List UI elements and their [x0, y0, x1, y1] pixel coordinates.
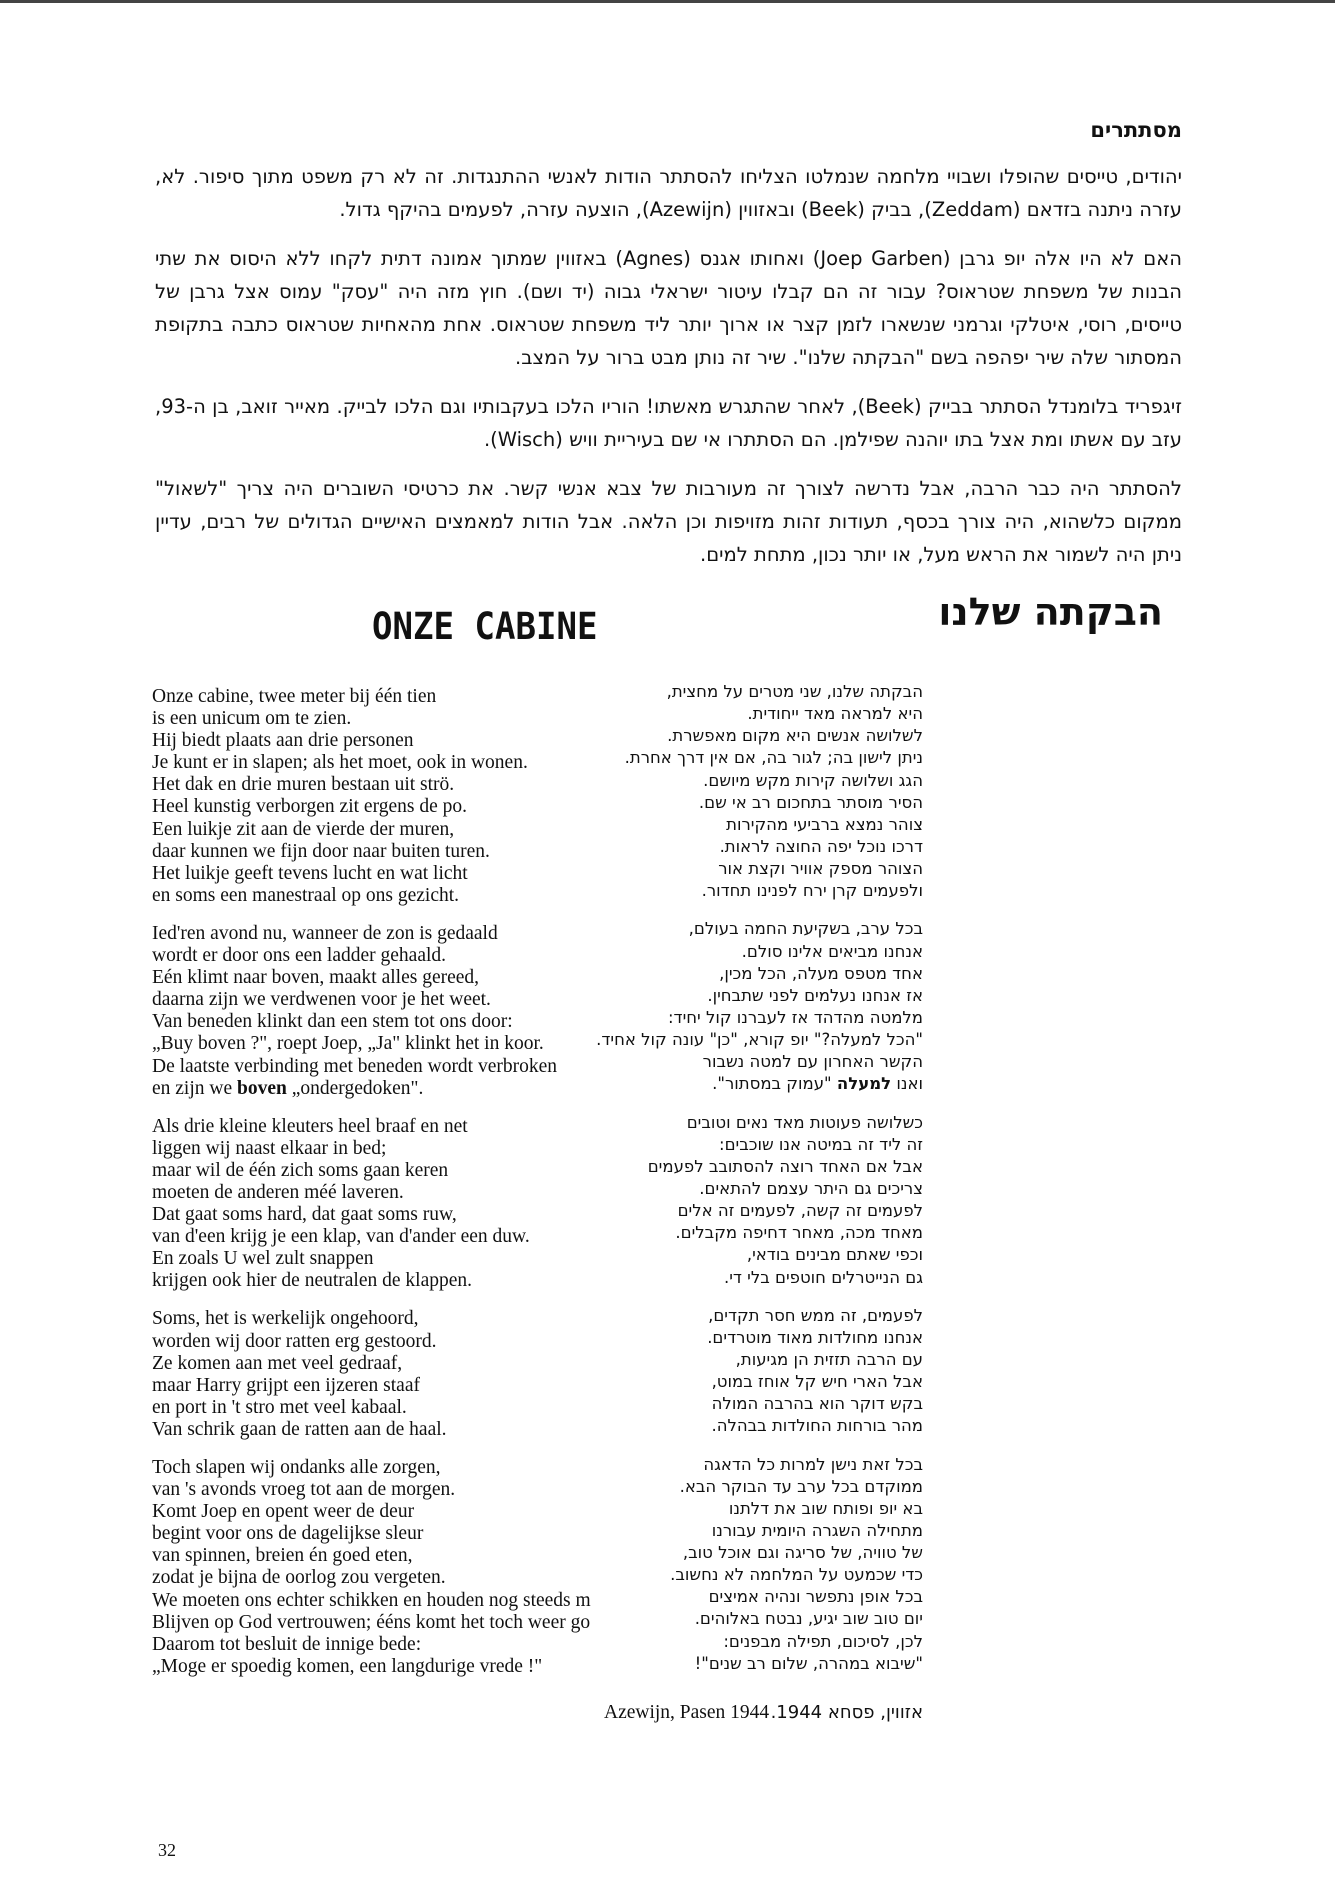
- hebrew-line: אנחנו מחולדות מאוד מוטרדים.: [707, 1327, 923, 1347]
- dutch-line: worden wij door ratten erg gestoord.: [152, 1330, 437, 1352]
- hebrew-line: אנחנו מביאים אלינו סולם.: [741, 941, 923, 961]
- hebrew-line-part: ואנו: [891, 1074, 923, 1094]
- hebrew-line: ממוקדם בכל ערב עד הבוקר הבא.: [679, 1476, 923, 1496]
- dutch-line: Van schrik gaan de ratten aan de haal.: [152, 1418, 447, 1440]
- hebrew-line: בכל זאת נישן למרות כל הדאגה: [703, 1454, 923, 1474]
- dutch-line: is een unicum om te zien.: [152, 708, 352, 730]
- hebrew-line: מאחד מכה, מאחר דחיפה מקבלים.: [675, 1223, 923, 1243]
- dutch-line: moeten de anderen méé laveren.: [152, 1181, 404, 1203]
- dutch-line: „Buy boven ?", roept Joep, „Ja" klinkt het in koor.: [152, 1033, 544, 1055]
- hebrew-line: בא יופ ופותח שוב את דלתנו: [728, 1498, 923, 1518]
- hebrew-line: אבל הארי חיש קל אוחז במוט,: [711, 1372, 923, 1392]
- dutch-line: Komt Joep en opent weer de deur: [152, 1501, 415, 1523]
- hebrew-line: מלמטה מהדהד אז לעברנו קול יחיד:: [668, 1007, 923, 1027]
- hebrew-line: אחד מטפס מעלה, הכל מכין,: [719, 963, 923, 983]
- dutch-line-part: „ondergedoken".: [286, 1077, 424, 1099]
- dutch-line: Blijven op God vertrouwen; ééns komt het toch weer go: [152, 1611, 591, 1633]
- intro-paragraph: יהודים, טייסים שהופלו ושבויי מלחמה שנמלטו הצליחו להסתתר הודות לאנשי ההתנגדות. זה לא רק משפט מתוך סיפור. לא, עזרה ניתנה בזדאם (Zeddam), בביק (Beek) ובאזווין (Azewijn), הוצעה עזרה, לפעמים בהיקף גדול.: [155, 165, 1182, 221]
- dutch-line: liggen wij naast elkaar in bed;: [152, 1137, 387, 1159]
- hebrew-line: עם הרבה תזזית הן מגיעות,: [735, 1349, 923, 1369]
- hebrew-line: בכל אופן נתפשר ונהיה אמיצים: [708, 1587, 923, 1607]
- top-border: [0, 0, 1335, 3]
- hebrew-line: מתחילה השגרה היומית עבורנו: [711, 1520, 923, 1540]
- hebrew-line: כשלושה פעוטות מאד נאים וטובים: [686, 1112, 923, 1132]
- dutch-line: Ze komen aan met veel gedraaf,: [152, 1352, 403, 1374]
- dutch-line: „Moge er spoedig komen, een langdurige vrede !": [152, 1655, 543, 1677]
- intro-paragraph: האם לא היו אלה יופ גרבן (Joep Garben) ואחותו אגנס (Agnes) באזווין שמתוך אמונה דתית לקחו ללא היסוס את שתי הבנות של משפחת שטראוס? עבור זה הם קבלו עיטור ישראלי גבוה (יד ושם). חוץ מזה היה "עסק" עמוס אצל גרבן של טייסים, רוסי, איטלקי וגרמני שנשארו לזמן קצר או ארוך יותר ליד משפחת שטראוס. אחת מהאחיות שטראוס כתבה בתקופת המסתור שלה שיר יפהפה בשם "הבקתה שלנו". שיר זה נותן מבט ברור על המצב.: [155, 247, 1182, 369]
- hebrew-line: היא למראה מאד ייחודית.: [747, 704, 923, 724]
- hebrew-stanza: [463, 1305, 923, 1438]
- hebrew-line: כדי שכמעט על המלחמה לא נחשוב.: [670, 1565, 923, 1585]
- dutch-line: Soms, het is werkelijk ongehoord,: [152, 1308, 419, 1330]
- hebrew-line: יום טוב שוב יגיע, נבטח באלוהים.: [694, 1609, 923, 1629]
- hebrew-line: ולפעמים קרן ירח לפנינו תחדור.: [701, 881, 923, 901]
- hebrew-line: של טוויה, של סריגה וגם אוכל טוב,: [682, 1543, 923, 1563]
- dutch-line: van spinnen, breien én goed eten,: [152, 1545, 413, 1567]
- dutch-line: En zoals U wel zult snappen: [152, 1248, 374, 1270]
- dutch-line: van d'een krijg je een klap, van d'ander een duw.: [152, 1226, 530, 1248]
- dutch-line: We moeten ons echter schikken en houden nog steeds m: [152, 1589, 591, 1611]
- dutch-line: Het dak en drie muren bestaan uit strö.: [152, 774, 455, 796]
- hebrew-line-part: "עמוק במסתור".: [712, 1074, 837, 1094]
- dutch-line: begint voor ons de dagelijkse sleur: [152, 1523, 424, 1545]
- hebrew-poem-place-date: אזווין, פסחא 1944.: [770, 1702, 923, 1723]
- hebrew-line: אבל אם האחד רוצה להסתובב לפעמים: [647, 1156, 923, 1176]
- hebrew-line: הגג ושלושה קירות מקש מיושם.: [703, 770, 923, 790]
- hebrew-line: צריכים גם היתר עצמם להתאים.: [699, 1178, 923, 1198]
- dutch-line: en soms een manestraal op ons gezicht.: [152, 884, 460, 906]
- hebrew-poem: [463, 681, 923, 1691]
- dutch-line: Het luikje geeft tevens lucht en wat licht: [152, 862, 468, 884]
- page-number: 32: [158, 1840, 176, 1860]
- hebrew-line: גם הנייטרלים חוטפים בלי די.: [724, 1267, 923, 1287]
- dutch-line: Dat gaat soms hard, dat gaat soms ruw,: [152, 1204, 457, 1226]
- dutch-line: zodat je bijna de oorlog zou vergeten.: [152, 1567, 446, 1589]
- dutch-line: daar kunnen we fijn door naar buiten turen.: [152, 840, 490, 862]
- dutch-line: Je kunt er in slapen; als het moet, ook in wonen.: [152, 752, 528, 774]
- dutch-line: Heel kunstig verborgen zit ergens de po.: [152, 796, 467, 818]
- hebrew-line: "הכל למעלה?" יופ קורא, "כן" עונה קול אחיד.: [596, 1030, 923, 1050]
- dutch-line: Als drie kleine kleuters heel braaf en net: [152, 1115, 468, 1137]
- section-heading: מסתתרים: [1090, 118, 1182, 142]
- hebrew-line: לפעמים זה קשה, לפעמים זה אלים: [677, 1201, 923, 1221]
- hebrew-line: אז אנחנו נעלמים לפני שתבחין.: [707, 985, 923, 1005]
- dutch-line: van 's avonds vroeg tot aan de morgen.: [152, 1479, 456, 1501]
- dutch-line: en port in 't stro met veel kabaal.: [152, 1396, 407, 1418]
- hebrew-line: דרכו נוכל יפה החוצה לראות.: [719, 836, 923, 856]
- hebrew-line: לשלושה אנשים היא מקום מאפשרת.: [667, 726, 923, 746]
- hebrew-poem-title: הבקתה שלנו: [938, 590, 1163, 634]
- dutch-line: maar Harry grijpt een ijzeren staaf: [152, 1374, 420, 1396]
- dutch-poem-title: ONZE CABINE: [372, 605, 598, 648]
- dutch-line: Ied'ren avond nu, wanneer de zon is gedaald: [152, 922, 498, 944]
- hebrew-line: ניתן לישון בה; לגור בה, אם אין דרך אחרת.: [624, 748, 923, 768]
- dutch-line: Eén klimt naar boven, maakt alles gereed,: [152, 967, 480, 989]
- hebrew-line: זה ליד זה במיטה אנו שוכבים:: [719, 1134, 923, 1154]
- hebrew-line: בקש דוקר הוא בהרבה המולה: [711, 1394, 923, 1414]
- dutch-line: Toch slapen wij ondanks alle zorgen,: [152, 1457, 441, 1478]
- dutch-line-emphasis: boven: [237, 1077, 287, 1099]
- dutch-poem-place-date: Azewijn, Pasen 1944: [604, 1702, 770, 1723]
- dutch-line: maar wil de één zich soms gaan keren: [152, 1159, 449, 1181]
- hebrew-line: הצוהר מספק אוויר וקצת אור: [718, 859, 923, 879]
- hebrew-line: בכל ערב, בשקיעת החמה בעולם,: [688, 919, 923, 939]
- hebrew-stanza: [463, 1454, 923, 1675]
- dutch-line: krijgen ook hier de neutralen de klappen.: [152, 1270, 473, 1292]
- hebrew-line: מהר בורחות החולדות בבהלה.: [711, 1416, 923, 1436]
- dutch-line: Een luikje zit aan de vierde der muren,: [152, 818, 455, 840]
- hebrew-line-emphasis: למעלה: [836, 1074, 892, 1094]
- dutch-line: Daarom tot besluit de innige bede:: [152, 1633, 422, 1655]
- hebrew-line: לכן, לסיכום, תפילה מבפנים:: [723, 1631, 923, 1651]
- hebrew-stanza: [463, 918, 923, 1095]
- hebrew-line: "שיבוא במהרה, שלום רב שנים"!: [694, 1653, 923, 1673]
- hebrew-line: הסיר מוסתר בתחכום רב אי שם.: [698, 792, 923, 812]
- dutch-line: Hij biedt plaats aan drie personen: [152, 730, 414, 752]
- intro-paragraph: להסתתר היה כבר הרבה, אבל נדרשה לצורך זה מעורבות של צבא אנשי קשר. את כרטיסי השוברים היה צריך "לשאול" ממקום כלשהוא, היה צורך בכסף, תעודות זהות מזויפות וכן הלאה. אבל הודות למאמצים האישיים הגדולים של רבים, עדיין ניתן היה לשמור את הראש מעל, או יותר נכון, מתחת למים.: [155, 477, 1182, 566]
- dutch-line: Onze cabine, twee meter bij één tien: [152, 686, 437, 707]
- dutch-line: wordt er door ons een ladder gehaald.: [152, 945, 447, 967]
- intro-paragraph: זיגפריד בלומנדל הסתתר בבייק (Beek), לאחר שהתגרש מאשתו! הוריו הלכו בעקבותיו וגם הלכו לבייק. מאייר זואב, בן ה-93, עזב עם אשתו ומת אצל בתו יוהנה שפילמן. הם הסתתרו אי שם בעיריית וויש (Wisch).: [155, 395, 1183, 451]
- dutch-line: De laatste verbinding met beneden wordt verbroken: [152, 1055, 558, 1077]
- intro-text: [155, 160, 1182, 587]
- dutch-line: daarna zijn we verdwenen voor je het weet.: [152, 989, 491, 1011]
- dutch-line-part: en zijn we: [152, 1077, 238, 1099]
- hebrew-line: הקשר האחרון עם למטה נשבור: [702, 1052, 923, 1072]
- hebrew-line: וכפי שאתם מבינים בודאי,: [746, 1245, 923, 1265]
- hebrew-line: צוהר נמצא ברביעי מהקירות: [726, 814, 923, 834]
- hebrew-stanza: [463, 1112, 923, 1289]
- hebrew-line: הבקתה שלנו, שני מטרים על מחצית,: [666, 682, 923, 701]
- hebrew-line: [463, 1073, 923, 1095]
- dutch-line: Van beneden klinkt dan een stem tot ons door:: [152, 1011, 513, 1033]
- hebrew-line: לפעמים, זה ממש חסר תקדים,: [708, 1305, 923, 1325]
- hebrew-stanza: [463, 681, 923, 902]
